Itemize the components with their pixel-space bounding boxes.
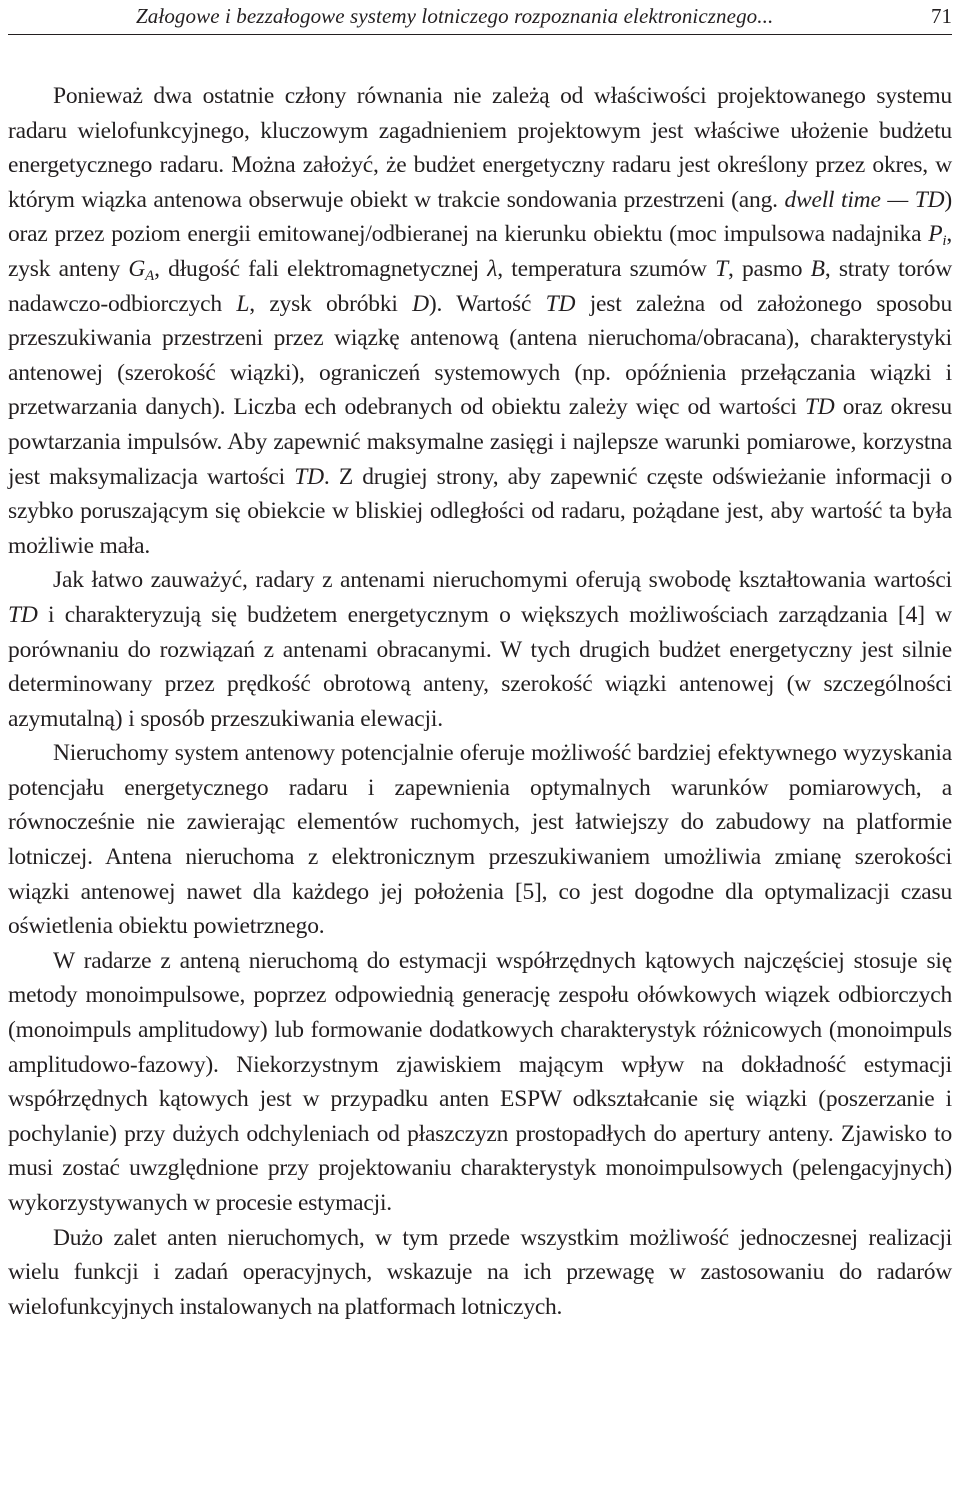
- italic-text: TD: [8, 601, 38, 628]
- italic-text: TD: [294, 463, 324, 490]
- running-title: Załogowe i bezzałogowe systemy lotniczego rozpoznania elektronicznego...: [136, 4, 774, 28]
- text-run: Ponieważ dwa ostatnie człony równania nie zależą od właściwości projektowanego systemu radaru wielofunkcyjnego, kluczowym zagadnieniem projektowym jest właściwe ułożenie budżetu energetycznego radaru. Można założyć, że budżet energetyczny radaru jest określony przez okres, w którym wiązka antenowa obserwuje obiekt w trakcie sondowania przestrzeni (ang.: [8, 83, 952, 213]
- paragraph: [8, 944, 952, 1221]
- text-run: Nieruchomy system antenowy potencjalnie oferuje możliwość bardziej efektywnego wyzyskania potencjału energetycznego radaru i zapewnienia optymalnych warunków pomiarowych, a równocześnie nie zawierając elementów ruchomych, jest łatwiejszy do zabudowy na platformie lotniczej. Antena nieruchoma z elektronicznym przeszukiwaniem umożliwia zmianę szerokości wiązki antenowej nawet dla każdego jej położenia [5], co jest dogodne dla optymalizacji czasu oświetlenia obiektu powietrznego.: [8, 740, 952, 940]
- paragraph: [8, 736, 952, 944]
- text-run: jest zależna od założonego sposobu przeszukiwania przestrzeni przez wiązkę antenową (antena nieruchoma/obracana), charakterystyki antenowej (szerokość wiązki), ograniczeń systemowych (np. opóźnienia przełączania wiązki i przetwarzania danych). Liczba ech odebranych od obiektu zależy więc od wartości: [8, 290, 952, 421]
- text-run: Dużo zalet anten nieruchomych, w tym przede wszystkim możliwość jednoczesnej realizacji wielu funkcji i zadań operacyjnych, wskazuje na ich przewagę w zastosowaniu do radarów wielofunkcyjnych instalowanych na platformach lotniczych.: [8, 1224, 952, 1320]
- text-run: , straty torów nadawczo-odbiorczych: [8, 255, 952, 317]
- text-run: , pasmo: [727, 255, 811, 282]
- italic-text: D: [412, 290, 429, 317]
- text-run: ). Wartość: [428, 290, 546, 317]
- text-run: , długość fali elektromagnetycznej: [154, 255, 488, 282]
- text-run: oraz okresu powtarzania impulsów. Aby zapewnić maksymalne zasięgi i najlepsze warunki pomiarowe, korzystna jest maksymalizacja wartości: [8, 394, 952, 490]
- paragraph: [8, 563, 952, 736]
- text-run: , temperatura szumów: [497, 255, 716, 282]
- italic-text: dwell time — TD: [784, 186, 945, 213]
- subscript-text: i: [942, 233, 947, 250]
- body-text: [8, 79, 952, 1324]
- text-run: ) oraz przez poziom energii emitowanej/odbieranej na kierunku obiektu (moc impulsowa nadajnika: [8, 186, 952, 248]
- paragraph: [8, 79, 952, 563]
- page-number: 71: [931, 4, 952, 28]
- italic-text: G: [128, 255, 146, 282]
- text-run: W radarze z anteną nieruchomą do estymacji współrzędnych kątowych najczęściej stosuje się metody monoimpulsowe, poprzez odpowiednią generację zespołu ołówkowych wiązek odbiorczych (monoimpuls amplitudowy) lub formowanie dodatkowych charakterystyk różnicowych (monoimpuls amplitudowo-fazowy). Niekorzystnym zjawiskiem mającym wpływ na dokładność estymacji współrzędnych kątowych jest w przypadku anten ESPW odkształcanie się wiązki (poszerzanie i pochylanie) przy dużych odchyleniach od płaszczyzn prostopadłych do apertury anteny. Zjawisko to musi zostać uwzględnione przy projektowaniu charakterystyk monoimpulsowych (pelengacyjnych) wykorzystywanych w procesie estymacji.: [8, 947, 952, 1216]
- italic-text: B: [810, 255, 825, 282]
- italic-text: λ: [487, 255, 498, 282]
- paragraph: [8, 1221, 952, 1325]
- text-run: Jak łatwo zauważyć, radary z antenami nieruchomymi oferują swobodę kształtowania wartości: [53, 567, 952, 594]
- italic-text: TD: [804, 394, 835, 421]
- subscript-text: A: [145, 267, 155, 284]
- italic-text: TD: [545, 290, 576, 317]
- italic-text: T: [715, 255, 728, 282]
- text-run: , zysk anteny: [8, 221, 952, 282]
- text-run: . Z drugiej strony, aby zapewnić częste odświeżanie informacji o szybko poruszającym się obiekcie w bliskiej odległości od radaru, pożądane jest, aby wartość ta była możliwie mała.: [8, 463, 952, 559]
- running-head: [8, 0, 952, 35]
- text-run: , zysk obróbki: [249, 290, 413, 317]
- italic-text: L: [236, 290, 250, 317]
- italic-text: P: [928, 221, 943, 248]
- text-run: i charakteryzują się budżetem energetycznym o większych możliwościach zarządzania [4] w porównaniu do rozwiązań z antenami obracanymi. W tych drugich budżet energetyczny jest silnie determinowany przez prędkość obrotową anteny, szerokość wiązki antenowej (w szczególności azymutalną) i sposób przeszukiwania elewacji.: [8, 601, 952, 732]
